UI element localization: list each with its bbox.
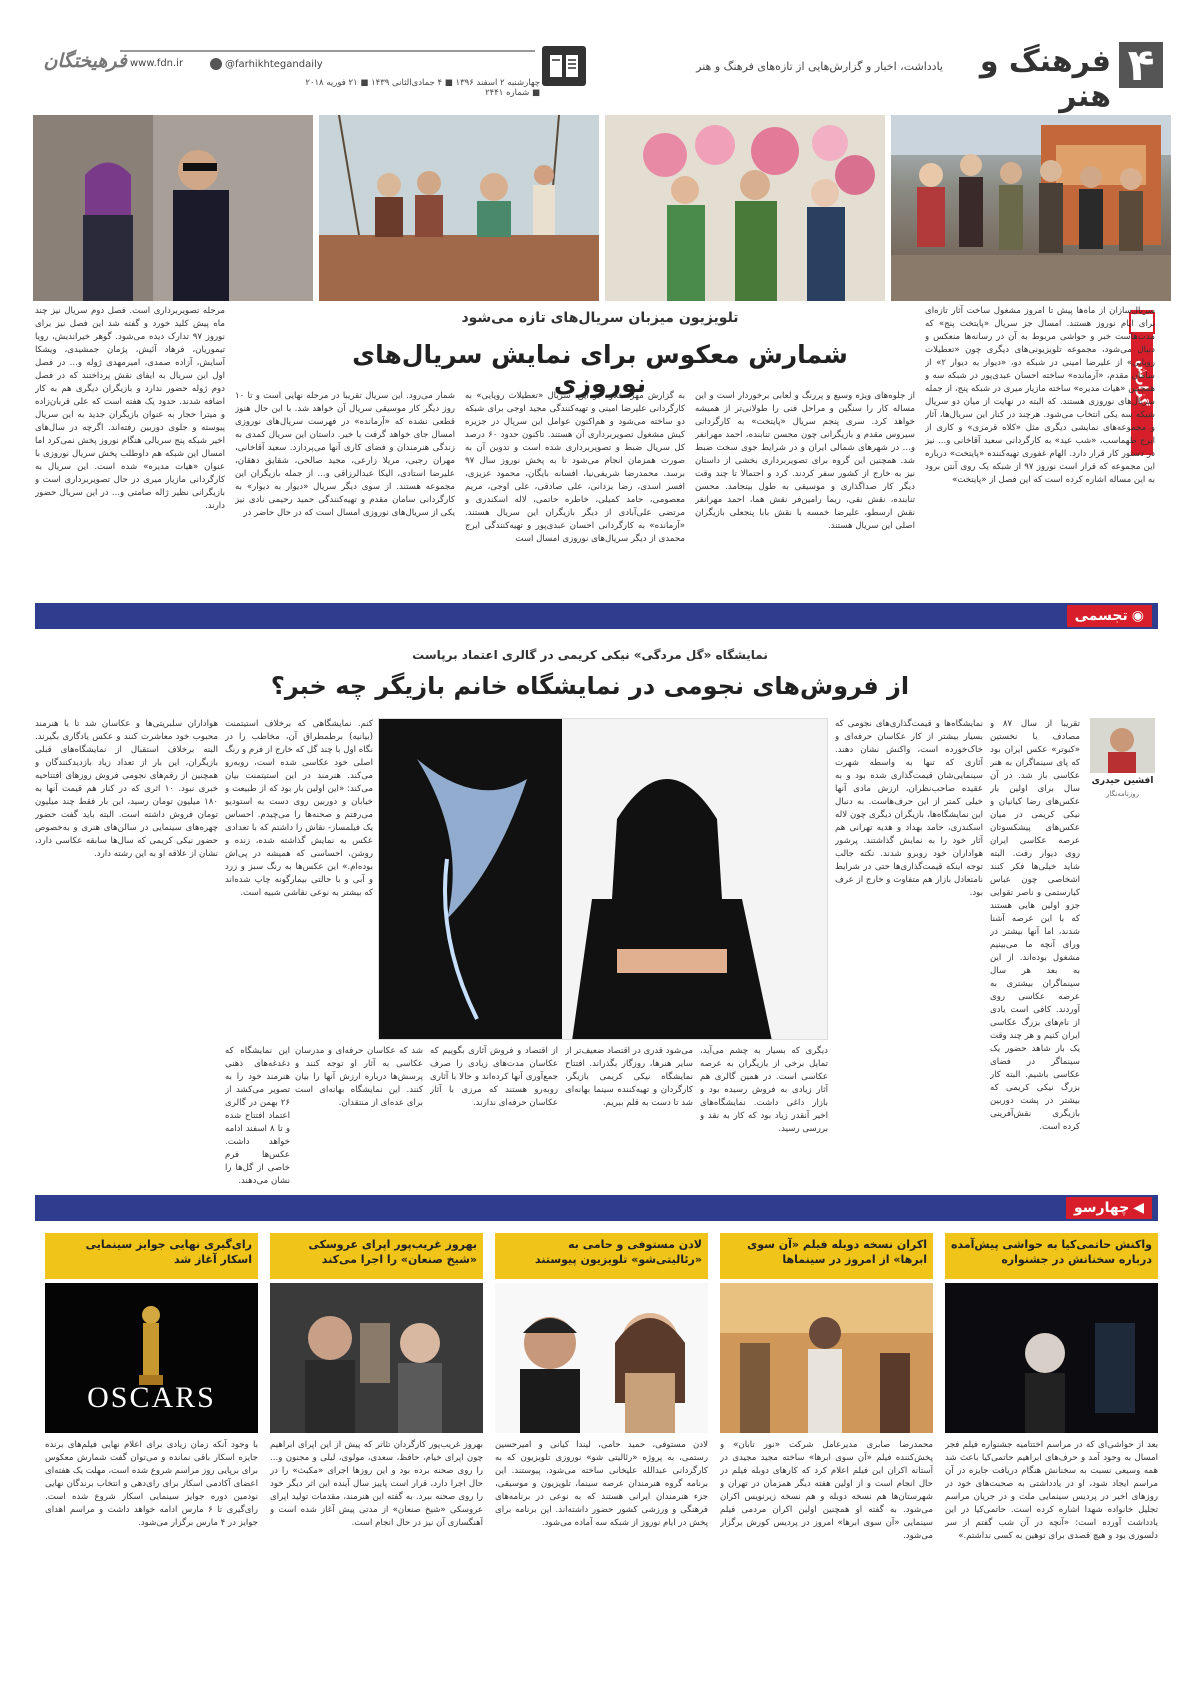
newspaper-logo: فرهیختگان — [43, 50, 127, 72]
news-photo — [720, 1283, 933, 1433]
news-item-beyond-clouds — [720, 1233, 933, 1688]
telegram-icon — [210, 58, 222, 70]
report-headline: شمارش معکوس برای نمایش سریال‌های نوروزی — [352, 340, 848, 398]
report-vertical-tag: گزارش — [1131, 310, 1153, 455]
date-line: چهارشنبه ۲ اسفند ۱۳۹۶ ■ ۴ جمادی‌الثانی ۱۴۳۹ ■ ۲۱ فوریه ۲۰۱۸ ■ شماره ۲۴۴۱ — [305, 78, 540, 98]
telegram-handle[interactable]: @farhikhtegandaily — [210, 58, 360, 70]
tajassomi-tag: ◉ تجسمی — [1067, 605, 1152, 627]
news-title: لادن مستوفی و حامی به «رئالیتی‌شو» تلویزیون پیوستند — [495, 1233, 708, 1279]
brush-icon: ◉ — [1131, 608, 1144, 624]
news-body: لادن مستوفی، حمید حامی، لیندا کیانی و امیرحسین رستمی، به پروژه «رئالیتی شو» نوروزی تلویزیون که به کارگردانی عبدالله علیخانی ساخته می‌شود، پیوستند. این برنامه گروه هنرمندان عرصه سینما، تلویزیون و موسیقی، جزء هنرمندان ایرانی هستند که به نوعی در برنامه‌های فرهنگی و ورزشی کشور حضور داشته‌اند. این برنامه برای پخش در ایام نوروز از شبکه سه آماده می‌شود. — [495, 1440, 708, 1528]
photo-tatilat-royaei — [319, 115, 599, 301]
section-title: فرهنگ و هنر — [979, 44, 1111, 114]
report-kicker: تلویزیون میزبان سریال‌های تازه می‌شود — [461, 310, 739, 326]
tajassomi-col-3: کنم. نمایشگاهی که برخلاف استیتمنت (بیانیه) برطمطراق آن، مخاطب را در نگاه اول با چند گل که خارج از فرم و رنگ اصلی خود عکاسی شده است، روبه‌رو می‌کند. هنرمند در این استیتمنت بیان می‌کند: «این اولین بار بود که از طبیعت و خیابان و دوربین روی دست به استودیو می‌رفتم و صحنه‌ها را می‌چیدم. احساس یک فیلمساز- نقاش را داشتم که با تعدادی عکس به نمایش گذاشته شده، زنده و روشن، احساسی که همیشه در پی‌اش بوده‌ام.» این عکس‌ها به رنگ سبز و زرد و آبی و با حالتی بیمارگونه چاپ شده‌اند که بیشتر به نوعی نقاشی شبیه است. — [225, 719, 373, 898]
news-title: رای‌گیری نهایی جوایز سینمایی اسکار آغاز شد — [45, 1233, 258, 1279]
news-photo — [945, 1283, 1158, 1433]
newspaper-icon — [542, 46, 586, 86]
news-item-hatamikia — [945, 1233, 1158, 1688]
author-photo — [1090, 718, 1155, 773]
news-title: اکران نسخه دوبله فیلم «آن سوی ابرها» از امروز در سینماها — [720, 1233, 933, 1279]
news-item-reality-show — [495, 1233, 708, 1688]
news-title: بهروز غریب‌پور اپرای عروسکی «شیخ صنعان» را اجرا می‌کند — [270, 1233, 483, 1279]
header-divider — [120, 50, 535, 52]
news-body: بهروز غریب‌پور کارگردان تئاتر که پیش از این اپرای ابراهیم چون اپرای خیام، حافظ، سعدی، مولوی، لیلی و مجنون و... را روی صحنه برده بود و این روزها اجرای «مکبث» را در حال اجرا دارد، قرار است پاییز سال آینده این اثر دیگر خود را روی صحنه ببرد. به گفته این هنرمند، مقدمات تولید اپرای عروسکی «شیخ صنعان» از مدتی پیش آغاز شده است و آهنگسازی آن نیز در حال انجام است. — [270, 1440, 483, 1528]
tajassomi-bottom-col-4: شد که عکاسان حرفه‌ای و مدرسان عکاسی به آثار او توجه کنند و پرسش‌ها درباره ارزش آنها را بیان کنند. این نمایشگاه بهانه‌ای است برای عده‌ای از منتقدان. — [295, 1046, 423, 1108]
tajassomi-bar — [35, 603, 1158, 629]
author-name: افشین حیدری — [1091, 776, 1154, 786]
chaharsoo-tag: ◀ چهارسو — [1066, 1197, 1152, 1219]
tajassomi-col-4: هواداران سلبریتی‌ها و عکاسان شد تا با هنرمند محبوب خود معاشرت کنند و عکس یادگاری بگیرند. البته برخلاف استقبال از نمایشگاه‌های قبلی بازیگران، این بار از تعداد زیاد بازدیدکنندگان و همچنین از رقم‌های نجومی فروش روزهای افتتاحیه خبری نبود. ۱۰ اثری که در کنار هم قیمت آنها به ۱۸۰ میلیون تومان رسید، این بار فقط چند میلیون تومان فروش داشته است. البته باید گفت حضور چهره‌های سینمایی در سالن‌های هنری و به‌خصوص حضور نیکی کریمی که سال‌ها سابقه عکاسی دارد، نشان از علاقه او به این رشته دارد. — [35, 719, 218, 859]
tajassomi-bottom-col-1: دیگری که بسیار به چشم می‌آید، تمایل برخی از بازیگران به عرصه عکاسی است. در همین گالری هم آثار زیادی به فروش رسیده بود و بازار داغی داشت. نمایشگاه‌های اخیر آنقدر زیاد بود که کار به نقد و بررسی رسید. — [700, 1046, 828, 1134]
header-tagline: یادداشت، اخبار و گزارش‌هایی از تازه‌های فرهنگ و هنر — [696, 60, 943, 73]
arrow-icon: ◀ — [1133, 1200, 1144, 1216]
website-link[interactable]: www.fdn.ir — [130, 58, 184, 69]
news-item-gharibpour — [270, 1233, 483, 1688]
news-item-oscars — [45, 1233, 258, 1688]
tajassomi-bottom-col-3: از اقتصاد و فروش آثاری بگوییم که عکاسان مدت‌های زیادی را صرف جمع‌آوری آنها کرده‌اند و حالا با آثاری روبه‌رو هستند که مرزی با آثار عکاسان حرفه‌ای ندارند. — [430, 1046, 558, 1108]
photo-niki-karimi — [378, 718, 828, 1040]
photo-armande — [605, 115, 885, 301]
tajassomi-col-1: تقریبا از سال ۸۷ و مصادف با نخستین «کبوتر» عکس ایران بود که پای سینماگران به هنر عکاسی باز شد. در آن سال برای اولین بار عکس‌های رضا کیانیان و نیکی کریمی در میان عکس‌های پیشکسوتان عرصه عکاسی ایران روی دیوار رفت. البته شاید خیلی‌ها فکر کنند اشخاصی چون عباس کیارستمی و ناصر تقوایی جزو اولین هایی هستند که با این عرصه آشنا شدند، اما آنها بیشتر در ورای آنچه ما می‌بینیم مشغول بوده‌اند. از این به بعد هر سال سینماگران بیشتری به عرصه عکاسی روی آوردند. کافی است یادی از نام‌های بزرگ عکاسی ایران کنیم و هر چند وقت یک بار شاهد حضور یک سینماگر در فضای عکاسی باشیم. البته کار بزرگ نیکی کریمی که بیشتر در پشت دوربین بازیگری نقش‌آفرینی کرده است. — [990, 719, 1080, 1132]
chaharsoo-bar — [35, 1195, 1158, 1221]
page-number: ۴ — [1119, 42, 1163, 88]
tajassomi-bottom-col-5: این نمایشگاه که دغدغه‌های ذهنی هنرمند خود را به تصویر می‌کشد از ۲۶ بهمن در گالری اعتماد افتتاح شده و تا ۸ اسفند ادامه خواهد داشت. عکس‌ها فرم خاصی از گل‌ها را نشان می‌دهند. — [225, 1046, 290, 1186]
report-col-1: سریال‌سازان از ماه‌ها پیش تا امروز مشغول ساخت آثار تازه‌ای برای ایام نوروز هستند. امسال جز سریال «پایتخت پنج» که مدت‌هاست خبر و حواشی مربوط به آن در رسانه‌ها منعکس و دنبال می‌شود، مجموعه تلویزیونی‌های دیگری چون «تعطیلات رویایی» از علیرضا امینی در شبکه دو، «دیوار به دیوار ۲» از سامان مقدم، «آرمانده» ساخته احسان عبدی‌پور در شبکه سه و همچنین «هیات مدیره» ساخته مازیار میری در شبکه پنج، از جمله سریال‌های نوروزی هستند. که البته در نهایت از میان دو سریال شبکه سه یکی انتخاب می‌شود. هرچند در کنار این سریال‌ها، آثار و مجموعه‌های نمایشی دیگری مثل «کلاه قرمزی» و کاری از ایرج طهماسب، «شب عید» به کارگردانی سعید آقاخانی و... نیز در دستور کار قرار دارد. الهام غفوری تهیه‌کننده «پایتخت» درباره این مجموعه که قرار است نوروز ۹۷ از شبکه یک روی آنتن برود به این مساله اشاره کرده است که این فصل از «پایتخت» — [925, 306, 1155, 485]
photo-divar-be-divar — [33, 115, 313, 301]
oscars-logo-text: OSCARS — [87, 1381, 216, 1414]
tajassomi-kicker: نمایشگاه «گل مردگی» نیکی کریمی در گالری اعتماد برپاست — [412, 648, 768, 662]
report-col-3: به گزارش مهر، علاوه بر این، سریال «تعطیلات رویایی» به کارگردانی علیرضا امینی و تهیه‌کنندگی مجید اوجی برای شبکه دو ساخته می‌شود و هم‌اکنون عوامل این سریال در جزیره کیش مشغول تصویربرداری آن هستند. تاکنون حدود ۶۰ درصد کل سریال ضبط و تصویربرداری شده است و تدوین آن به صورت همزمان انجام می‌شود تا به پخش نوروز سال ۹۷ برسد. محمدرضا شریفی‌نیا، افسانه بایگان، محمود عزیزی، افسر اسدی، رضا یزدانی، علی صادقی، علی اوجی، مریم معصومی، حامد کمیلی، خاطره حاتمی، لاله اسکندری و مرتضی علی‌آبادی از دیگر بازیگران این سریال هستند. «آرمانده» به کارگردانی احسان عبدی‌پور و تهیه‌کنندگی ایرج محمدی از دیگر سریال‌های نوروزی امسال است — [465, 391, 685, 544]
news-title: واکنش حاتمی‌کیا به حواشی پیش‌آمده درباره سخنانش در جشنواره — [945, 1233, 1158, 1279]
report-col-2: از جلوه‌های ویژه وسیع و پررنگ و لعابی برخوردار است و این مساله کار را سنگین و مراحل فنی را طولانی‌تر از همیشه خواهد کرد. سری پنجم سریال «پایتخت» به کارگردانی سیروس مقدم و بازیگرانی چون محسن تنابنده، احمد مهرانفر و... در شهرهای شمالی ایران و در شرایط جوی سخت ضبط شد. همچنین این گروه برای تصویربرداری بخشی از داستان نیز به خارج از کشور سفر کردند. کرد و احتمالا تا چند وقت دیگر کار صداگذاری و موسیقی به طول بینجامد. محسن تنابنده، نقش نقی، ریما رامین‌فر نقش هما، احمد مهرانفر نقش ارسطو، علیرضا خمسه با نقش بابا پنجعلی بازیگران اصلی این سریال هستند. — [695, 391, 915, 531]
tajassomi-headline: از فروش‌های نجومی در نمایشگاه خانم بازیگر چه خبر؟ — [270, 672, 910, 700]
report-col-5: مرحله تصویربرداری است. فصل دوم سریال نیز چند ماه پیش کلید خورد و گفته شد این فصل نیز برای نوروز ۹۷ تدارک دیده می‌شود. گوهر خیراندیش، رویا تیموریان، فرهاد آئیش، پژمان جمشیدی، ویشکا آسایش، آزاده صمدی، امیرمهدی ژوله و... در فصل اول این سریال به ایفای نقش پرداختند که در فصل دوم ژوله حضور ندارد و بازیگران دیگری هم به کار اضافه شدند. حدود یک هفته است که علی قربان‌زاده و میترا حجار به عنوان بازیگران جدید به این سریال پیوسته و جلوی دوربین رفته‌اند. اگرچه در سال‌های اخیر شبکه پنج سریالی هنگام نوروز پخش نمی‌کرد اما امسال این شبکه هم داوطلب پخش سریال نوروزی با عنوان «هیات مدیره» شده است. این سریال به کارگردانی مازیار میری در حال تصویربرداری است و بازیگرانی نظیر ژاله صامتی و... در این سریال حضور دارند. — [35, 306, 225, 511]
news-body: محمدرضا صابری مدیرعامل شرکت «نور تابان» و پخش‌کننده فیلم «آن سوی ابرها» ساخته مجید مجیدی در آستانه اکران این فیلم اعلام کرد که کارهای دوبله فیلم در حال انجام است و از اولین هفته دیگر همزمان در تهران و شهرستان‌ها هم نسخه دوبله و هم نسخه زیرنویس اکران می‌شود. به گفته او همچنین اولین اکران مردمی فیلم سینمایی «آن سوی ابرها» امروز در پردیس کورش برگزار می‌شود. — [720, 1440, 933, 1541]
tajassomi-col-2: نمایشگاه‌ها و قیمت‌گذاری‌های نجومی که بسیار بیشتر از کار عکاسان حرفه‌ای و خاک‌خورده است، واکنش نشان دهند. آثاری که تنها به واسطه شهرت سینمایی‌شان قیمت‌گذاری شده بود و به عقیده صاحب‌نظران، ارزش مادی آنها خیلی کمتر از این حرف‌هاست. به دنبال این نمایشگاه‌ها، بازیگران دیگری چون لاله اسکندری، حامد بهداد و هدیه تهرانی هم آثار خود را به نمایش گذاشتند. پرشور هواداران خود روبرو شدند. نکته جالب توجه اینکه قیمت‌گذاری‌ها حتی در شرایط نامتعادل بازار هم متفاوت و خارج از عرف بود. — [835, 719, 983, 898]
news-photo-oscars — [45, 1283, 258, 1433]
news-body: با وجود آنکه زمان زیادی برای اعلام نهایی فیلم‌های برنده جایزه اسکار باقی نمانده و می‌توان گفت شمارش معکوس برای برپایی روز مراسم شروع شده است، مهلت یک هفته‌ای اعضای آکادمی اسکار برای رای‌دهی و انتخاب برندگان نهایی نودمین دوره جوایز سینمایی اسکار شروع شده است. رای‌گیری تا ۶ مارس ادامه خواهد داشت و مراسم اهدای جوایز در ۴ مارس برگزار می‌شود. — [45, 1440, 258, 1528]
tajassomi-bottom-col-2: می‌شود قدری در اقتصاد ضعیف‌تر از سایر هنرها، روزگار بگذراند. افتتاح نمایشگاه نیکی کریمی بازیگر، کارگردان و تهیه‌کننده سینما بهانه‌ای شد تا دست به قلم ببریم. — [565, 1046, 693, 1108]
news-photo — [495, 1283, 708, 1433]
news-photo — [270, 1283, 483, 1433]
news-body: بعد از حواشی‌ای که در مراسم اختتامیه جشنواره فیلم فجر امسال به وجود آمد و حرف‌های ابراهیم حاتمی‌کیا باعث شد همه وسیعی نسبت به سخنانش هنگام دریافت جایزه در آن مراسم ایجاد شود، او در یادداشتی به صحبت‌های خود در روزهای اخیر در پردیس سینمایی ملت و در جریان مراسم تجلیل خانواده شهدا اشاره کرده است. حاتمی‌کیا در این یادداشت آورده است: «آنچه در آن شب گفتم از سر دلسوزی بود و هیچ قصدی برای توهین به کسی نداشتم.» — [945, 1440, 1158, 1541]
photo-paytakht — [891, 115, 1171, 301]
author-role: روزنامه‌نگار — [1105, 790, 1140, 798]
report-col-4: شمار می‌رود. این سریال تقریبا در مرحله نهایی است و تا ۱۰ روز دیگر کار موسیقی سریال آن خواهد شد. با این حال هنوز قطعی نشده که «آرمانده» در فهرست سریال‌های نوروزی امسال جای خواهد گرفت یا خیر. داستان این سریال کمدی به زندگی هنرمندان و فضای کاری آنها می‌پردازد. سعید آقاخانی، مهران رجبی، مریلا زارعی، مجید صالحی، شقایق دهقان، علیرضا استادی، الیکا عبدالرزاقی و... از جمله بازیگران این مجموعه هستند. از سوی دیگر سریال «دیوار به دیوار» به کارگردانی سامان مقدم و تهیه‌کنندگی حمید رحیمی نادی نیز یکی از سریال‌های نوروزی امسال است که در حال حاضر در — [235, 391, 455, 518]
